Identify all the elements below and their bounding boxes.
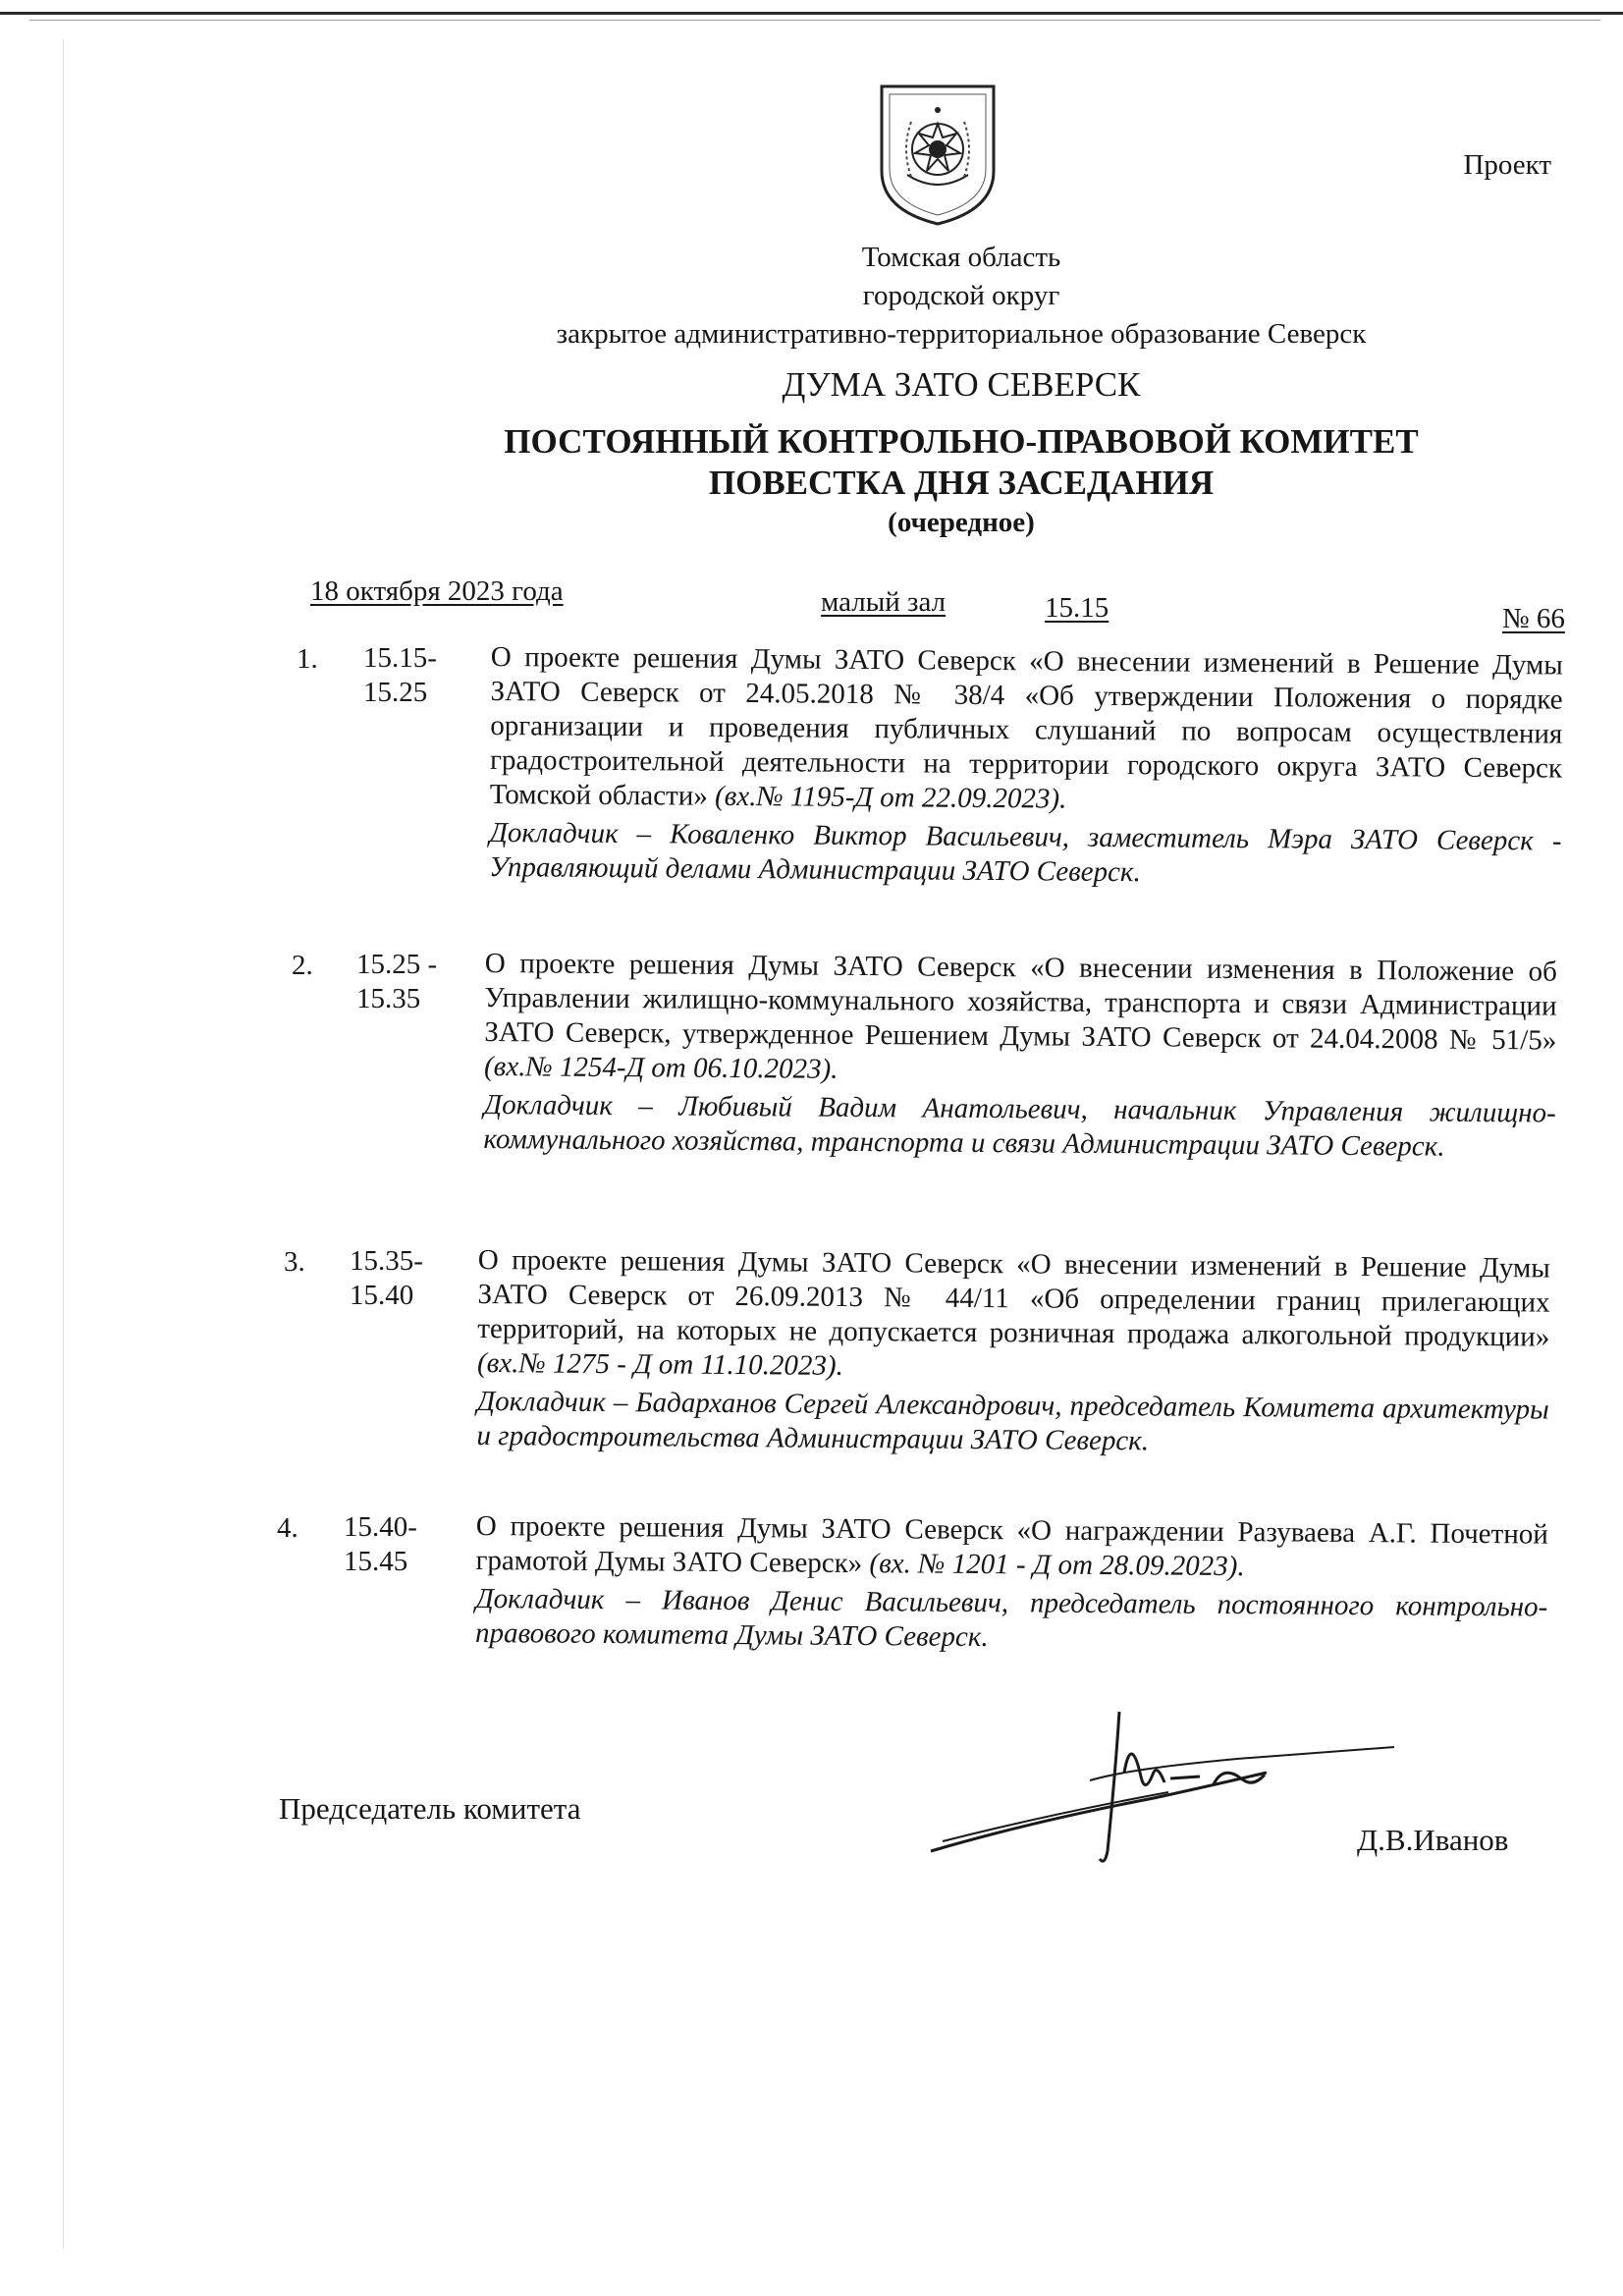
chair-label: Председатель комитета [279,1791,581,1826]
project-label: Проект [1463,149,1551,181]
agenda-item-body [476,1243,1550,1462]
agenda-item-ref: (вх.№ 1254-Д от 06.10.2023). [483,1050,839,1085]
agenda-item-speaker: Докладчик – Иванов Денис Васильевич, председатель постоянного контрольно-правового комитета Думы ЗАТО Северск. [474,1582,1548,1654]
agenda-item-ref: (вх. № 1201 - Д от 28.09.2023). [869,1548,1245,1583]
chair-name: Д.В.Иванов [1357,1823,1509,1857]
scan-edge-line-thin [29,20,1600,21]
handwritten-signature [913,1704,1404,1871]
agenda-item-text: О проекте решения Думы ЗАТО Северск «О награждении Разуваева А.Г. Почетной грамотой Думы ЗАТО Северск» [475,1510,1548,1580]
agenda-item-body [489,640,1563,894]
header-entity: закрытое административно-территориальное образование Северск [556,318,1367,350]
agenda-item-text: О проекте решения Думы ЗАТО Северск «О внесении изменения в Положение об Управлении жилищно-коммунального хозяйства, транспорта и связи Администрации ЗАТО Северск, утвержденное Решением Думы ЗАТО Северск от 24.04.2008 № 51/5» [484,947,1557,1057]
meeting-room: малый зал [821,586,947,618]
agenda-item-time-end: 15.45 [344,1546,408,1577]
agenda-item-text: О проекте решения Думы ЗАТО Северск «О внесении изменений в Решение Думы ЗАТО Северск от 24.05.2018 № 38/4 «Об утверждении Положения о порядке организации и проведения публичных слушаний по вопросам осуществления градостроительной деятельности на территории городского округа ЗАТО Северск Томской области» [489,640,1563,812]
agenda-item-time-start: 15.35- [350,1245,423,1277]
agenda-item-text: О проекте решения Думы ЗАТО Северск «О внесении изменений в Решение Думы ЗАТО Северск от 26.09.2013 № 44/11 «Об определении границ прилегающих территорий, на которых не допускается розничная продажа алкогольной продукции» [477,1244,1550,1353]
agenda-item-ref: (вх.№ 1275 - Д от 11.10.2023). [476,1346,843,1382]
agenda-item-time-end: 15.40 [350,1280,414,1311]
agenda-title: ПОВЕСТКА ДНЯ ЗАСЕДАНИЯ [708,464,1215,502]
agenda-item-time-start: 15.15- [363,642,437,674]
agenda-item-speaker: Докладчик – Любивый Вадим Анатольевич, начальник Управления жилищно-коммунального хозяйства, транспорта и связи Администрации ЗАТО Северск. [483,1088,1556,1163]
meeting-time: 15.15 [1045,592,1109,624]
agenda-item-number: 1. [297,643,318,675]
committee-title: ПОСТОЯННЫЙ КОНТРОЛЬНО-ПРАВОВОЙ КОМИТЕТ [504,422,1419,461]
meeting-date: 18 октября 2023 года [310,575,564,607]
agenda-item-speaker: Докладчик – Бадарханов Сергей Александрович, председатель Комитета архитектуры и градостроительства Администрации ЗАТО Северск. [476,1385,1549,1457]
agenda-item-body [475,1509,1548,1660]
duma-title: ДУМА ЗАТО СЕВЕРСК [782,365,1141,404]
agenda-item-body [483,947,1557,1166]
agenda-item-time-end: 15.25 [363,677,428,708]
header-region: Томская область [861,242,1061,273]
agenda-item-time-end: 15.35 [356,983,421,1014]
agenda-item-number: 4. [277,1512,298,1544]
agenda-item-time-start: 15.40- [344,1511,417,1543]
meeting-number: № 66 [1502,603,1565,634]
agenda-item-time [350,1244,448,1313]
agenda-item-speaker: Докладчик – Коваленко Виктор Васильевич, заместитель Мэра ЗАТО Северск - Управляющий делами Администрации ЗАТО Северск. [489,816,1562,889]
scan-edge-line [0,12,1623,15]
agenda-item-time [344,1510,442,1579]
coat-of-arms-icon [878,81,998,228]
agenda-item-time [363,641,461,710]
header-district: городской округ [862,280,1060,311]
meeting-type: (очередное) [888,507,1035,538]
agenda-item-time [356,948,455,1016]
agenda-item-time-start: 15.25 - [356,949,438,980]
agenda-item-number: 3. [284,1246,305,1278]
agenda-item-number: 2. [292,950,313,981]
agenda-item-ref: (вх.№ 1195-Д от 22.09.2023). [714,780,1067,815]
